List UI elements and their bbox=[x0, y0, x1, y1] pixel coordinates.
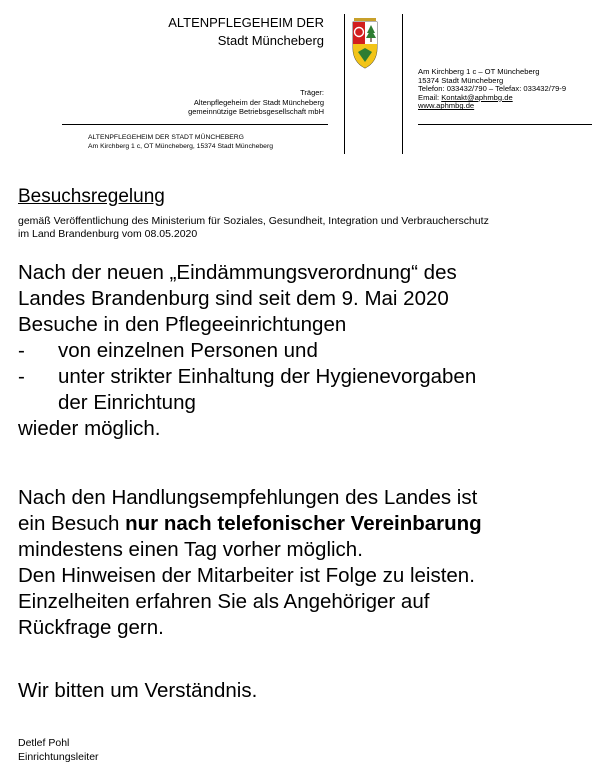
p2-line1: Nach den Handlungsempfehlungen des Landes ist bbox=[18, 486, 478, 509]
email-link[interactable]: Kontakt@aphmbg.de bbox=[441, 92, 513, 102]
bullet-item-2 bbox=[18, 364, 477, 416]
traeger-label: Träger: bbox=[300, 88, 324, 97]
signature-title: Einrichtungsleiter bbox=[18, 750, 99, 763]
traeger-line2: gemeinnützige Betriebsgesellschaft mbH bbox=[188, 107, 324, 116]
p2-line5: Einzelheiten erfahren Sie als Angehöriger auf bbox=[18, 590, 430, 613]
bullet-1-text: von einzelnen Personen und bbox=[58, 339, 318, 362]
p1-line2: Landes Brandenburg sind seit dem 9. Mai 2020 bbox=[18, 287, 449, 310]
coat-of-arms-icon bbox=[352, 18, 378, 74]
org-name-line2: Stadt Müncheberg bbox=[217, 33, 324, 48]
traeger-line1: Altenpflegeheim der Stadt Müncheberg bbox=[193, 97, 324, 107]
signature-name: Detlef Pohl bbox=[18, 737, 70, 749]
p2-line2-pre: ein Besuch bbox=[18, 512, 126, 535]
header-divider-left bbox=[344, 14, 345, 154]
paragraph-3: Wir bitten um Verständnis. bbox=[18, 679, 258, 702]
p2-line2 bbox=[18, 511, 482, 537]
sender-line2: Am Kirchberg 1 c, OT Müncheberg, 15374 Stadt Müncheberg bbox=[88, 143, 274, 150]
contact-address2: 15374 Stadt Müncheberg bbox=[418, 75, 504, 85]
p1-line1: Nach der neuen „Eindämmungsverordnung“ des bbox=[18, 261, 457, 284]
signature-block bbox=[18, 737, 99, 764]
paragraph-2 bbox=[18, 485, 482, 641]
letter-heading: Besuchsregelung bbox=[18, 186, 165, 207]
web-link[interactable]: www.aphmbg.de bbox=[418, 101, 475, 111]
contact-rule bbox=[418, 124, 592, 125]
bullet-item-1 bbox=[18, 338, 457, 364]
traeger-block bbox=[188, 88, 324, 117]
contact-address1: Am Kirchberg 1 c – OT Müncheberg bbox=[418, 67, 540, 76]
bullet-dash: - bbox=[18, 365, 25, 388]
sender-rule bbox=[62, 124, 328, 125]
org-name-line1: ALTENPFLEGEHEIM DER bbox=[168, 15, 324, 30]
header-divider-right bbox=[402, 14, 403, 154]
contact-block bbox=[418, 68, 566, 111]
p2-line3: mindestens einen Tag vorher möglich. bbox=[18, 538, 363, 561]
letter-subline bbox=[18, 215, 489, 241]
subline-2: im Land Brandenburg vom 08.05.2020 bbox=[18, 228, 198, 240]
p2-line6: Rückfrage gern. bbox=[18, 616, 164, 639]
subline-1: gemäß Veröffentlichung des Ministerium für Soziales, Gesundheit, Integration und Verbraucherschutz bbox=[18, 215, 489, 227]
bullet-2-text-line2: der Einrichtung bbox=[58, 391, 196, 414]
bullet-2-text-line1: unter strikter Einhaltung der Hygienevorgaben bbox=[58, 365, 477, 388]
contact-phone: Telefon: 033432/790 – Telefax: 033432/79-9 bbox=[418, 84, 567, 94]
p1-end: wieder möglich. bbox=[18, 417, 161, 440]
p2-line2-bold: nur nach telefonischer Vereinbarung bbox=[125, 512, 482, 535]
paragraph-1 bbox=[18, 260, 477, 442]
p1-line3: Besuche in den Pflegeeinrichtungen bbox=[18, 313, 347, 336]
p2-line4: Den Hinweisen der Mitarbeiter ist Folge zu leisten. bbox=[18, 564, 475, 587]
sender-line1: ALTENPFLEGEHEIM DER STADT MÜNCHEBERG bbox=[88, 134, 244, 141]
bullet-dash: - bbox=[18, 339, 25, 362]
email-label: Email: bbox=[418, 92, 442, 102]
